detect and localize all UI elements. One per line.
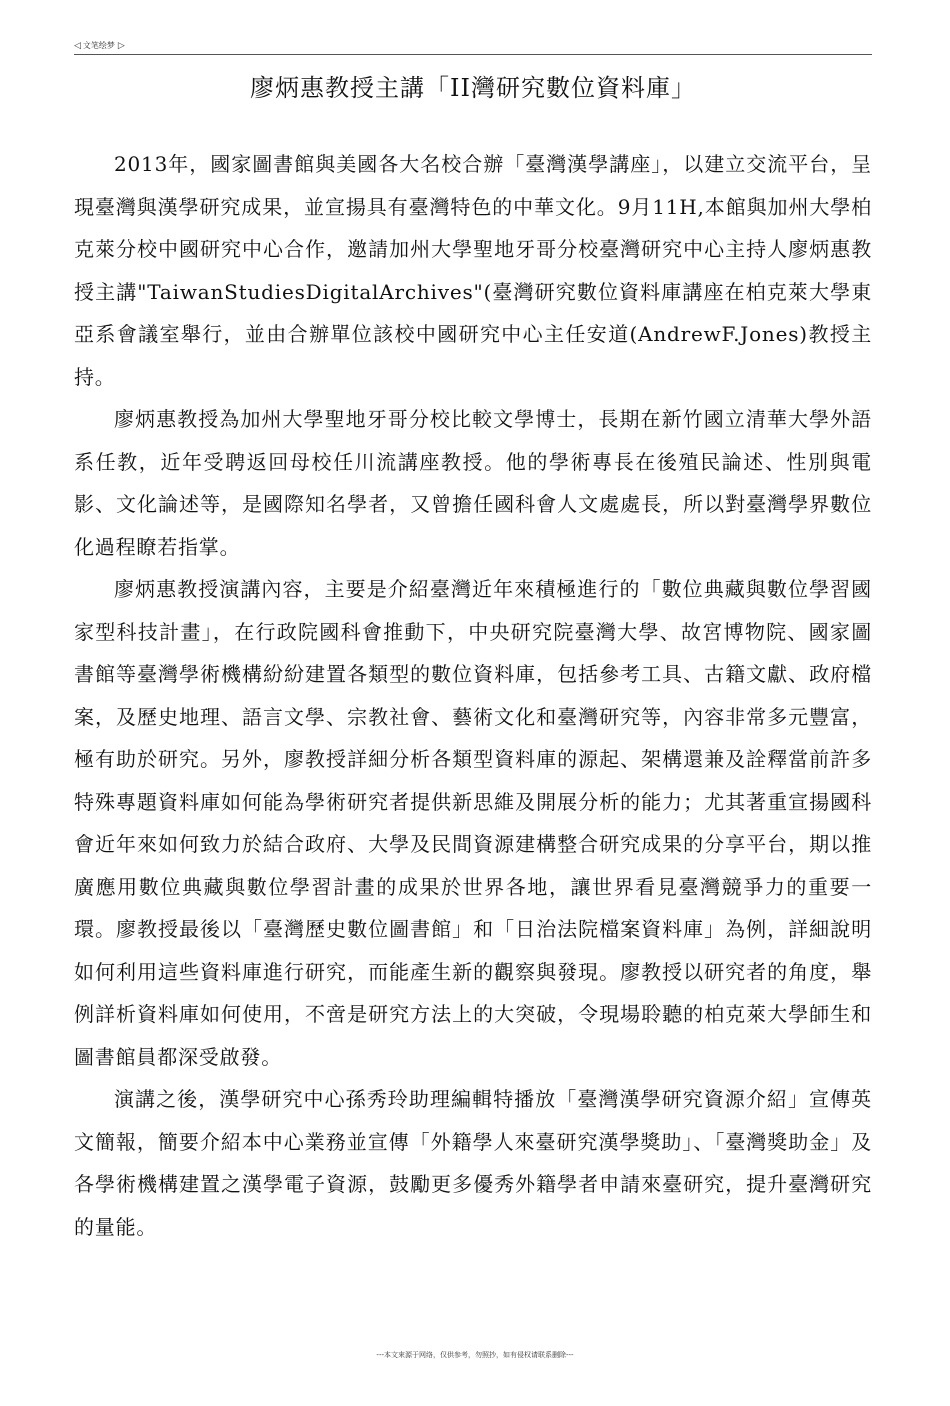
paragraph-3: 廖炳惠教授演講內容，主要是介紹臺灣近年來積極進行的「數位典藏與數位學習國家型科技計畫」，在行政院國科會推動下，中央研究院臺灣大學、故宮博物院、國家圖書館等臺灣學術機構紛紛建置各類型的數位資料庫，包括參考工具、古籍文獻、政府檔案，及歷史地理、語言文學、宗教社會、藝術文化和臺灣研究等，內容非常多元豐富，極有助於研究。另外，廖教授詳細分析各類型資料庫的源起、架構還兼及詮釋當前許多特殊專題資料庫如何能為學術研究者提供新思維及開展分析的能力；尤其著重宣揚國科會近年來如何致力於結合政府、大學及民間資源建構整合研究成果的分享平台，期以推廣應用數位典藏與數位學習計畫的成果於世界各地，讓世界看見臺灣競爭力的重要一環。廖教授最後以「臺灣歷史數位圖書館」和「日治法院檔案資料庫」為例，詳細說明如何利用這些資料庫進行研究，而能產生新的觀察與發現。廖教授以研究者的角度，舉例詳析資料庫如何使用，不啻是研究方法上的大突破，令現場聆聽的柏克萊大學師生和圖書館員都深受啟發。 — [74, 577, 872, 1069]
page-title: 廖炳惠教授主講「II灣研究數位資料庫」 — [250, 74, 696, 102]
play-triangle-icon: ▷ — [117, 41, 125, 51]
article-body — [74, 143, 872, 1248]
footer-notice: ---本文來源于网络，仅供参考，勿照抄，如有侵权请联系删除--- — [376, 1351, 574, 1359]
header-site-label: 文笔绘梦 — [82, 41, 115, 50]
paragraph-2: 廖炳惠教授為加州大學聖地牙哥分校比較文學博士，長期在新竹國立清華大學外語系任教，近年受聘返回母校任川流講座教授。他的學術專長在後殖民論述、性別與電影、文化論述等，是國際知名學者，又曾擔任國科會人文處處長，所以對臺灣學界數位化過程瞭若指掌。 — [74, 407, 872, 559]
page-header — [74, 40, 872, 55]
paragraph-1: 2013年，國家圖書館與美國各大名校合辦「臺灣漢學講座」，以建立交流平台，呈現臺灣與漢學研究成果，並宣揚具有臺灣特色的中華文化。9月11H,本館與加州大學柏克萊分校中國研究中心合作，邀請加州大學聖地牙哥分校臺灣研究中心主持人廖炳惠教授主講"TaiwanStudiesDigitalArchives"(臺灣研究數位資料庫講座在柏克萊大學東亞系會議室舉行，並由合辦單位該校中國研究中心主任安道(AndrewF.Jones)教授主持。 — [74, 152, 872, 389]
back-triangle-icon: ◁ — [74, 41, 81, 51]
paragraph-4: 演講之後，漢學研究中心孫秀玲助理編輯特播放「臺灣漢學研究資源介紹」宣傳英文簡報，簡要介紹本中心業務並宣傳「外籍學人來臺研究漢學獎助」、「臺灣獎助金」及各學術機構建置之漢學電子資源，鼓勵更多優秀外籍學者申請來臺研究，提升臺灣研究的量能。 — [74, 1087, 872, 1239]
